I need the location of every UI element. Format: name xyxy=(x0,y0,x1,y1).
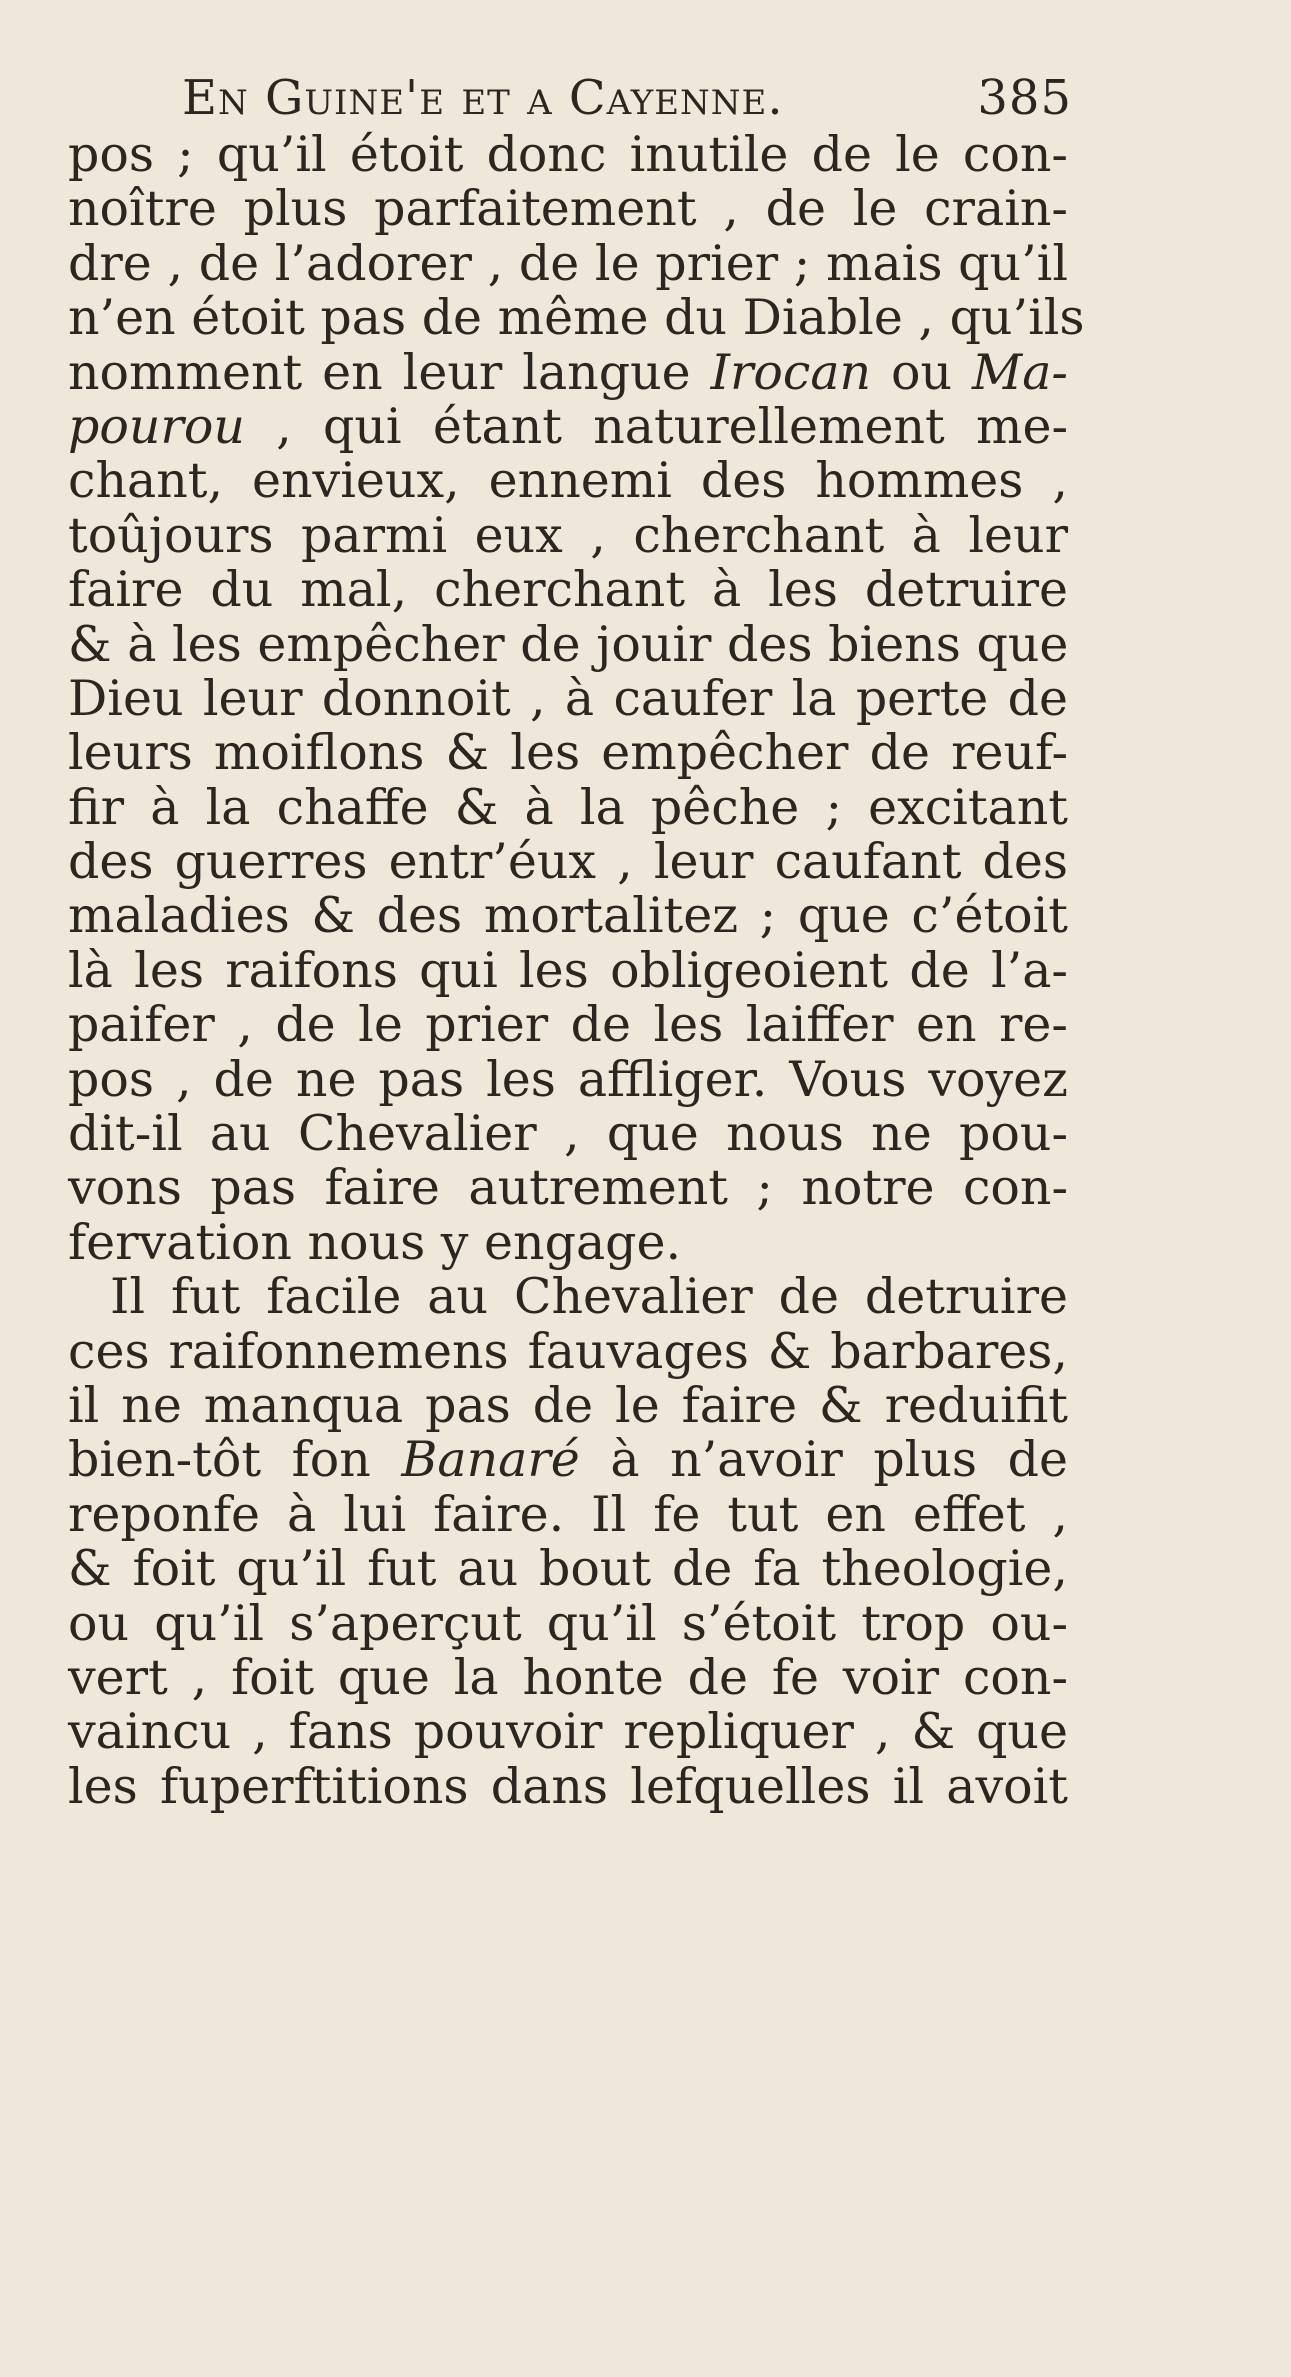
page-header xyxy=(182,70,1072,130)
text-line: vons pas faire autrement ; notre con- xyxy=(68,1159,1068,1217)
text-line: ces raifonnemens fauvages & barbares, xyxy=(68,1322,1068,1380)
text-line: maladies & des mortalitez ; que c’étoit xyxy=(68,887,1068,945)
text-line: il ne manqua pas de le faire & reduifit xyxy=(68,1376,1068,1434)
text-line: vaincu , fans pouvoir repliquer , & que xyxy=(68,1703,1068,1761)
text-line: reponfe à lui faire. Il fe tut en effet , xyxy=(68,1485,1068,1543)
text-line: toûjours parmi eux , cherchant à leur xyxy=(68,506,1068,564)
body-text xyxy=(68,126,1085,1815)
text-line: des guerres entr’éux , leur caufant des xyxy=(68,833,1068,891)
text-line: fervation nous y engage. xyxy=(68,1213,682,1271)
text-line: pos ; qu’il étoit donc inutile de le con- xyxy=(68,126,1068,183)
page-number: 385 xyxy=(977,70,1072,126)
italic-term: Banaré xyxy=(401,1431,580,1489)
text-line: leurs moiflons & les empêcher de reuf- xyxy=(68,724,1068,782)
text-line: les fuperftitions dans lefquelles il avoit xyxy=(68,1757,1068,1815)
text-line: vert , foit que la honte de fe voir con- xyxy=(68,1648,1068,1706)
italic-term: pourou xyxy=(68,397,245,455)
text-line: noître plus parfaitement , de le crain- xyxy=(68,180,1068,238)
text-line: dre , de l’adorer , de le prier ; mais qu’il xyxy=(68,234,1068,292)
text-line: nomment en leur langue Irocan ou Ma- xyxy=(68,343,1068,401)
text-line: & foit qu’il fut au bout de fa theologie, xyxy=(68,1540,1068,1598)
italic-term: Irocan xyxy=(710,343,872,401)
text-line: n’en étoit pas de même du Diable , qu’ils xyxy=(68,289,1085,347)
text-line: là les raifons qui les obligeoient de l’a- xyxy=(68,941,1068,999)
text-line: pos , de ne pas les affliger. Vous voyez xyxy=(68,1050,1068,1108)
text-line: Il fut facile au Chevalier de detruire xyxy=(110,1268,1068,1326)
text-line: dit-il au Chevalier , que nous ne pou- xyxy=(68,1105,1068,1163)
text-line: bien-tôt fon Banaré à n’avoir plus de xyxy=(68,1431,1068,1489)
text-line: fir à la chaffe & à la pêche ; excitant xyxy=(68,778,1068,836)
text-line: chant, envieux, ennemi des hommes , xyxy=(68,452,1068,510)
text-line: & à les empêcher de jouir des biens que xyxy=(68,615,1069,673)
italic-term: Ma- xyxy=(972,343,1068,401)
text-line: pourou , qui étant naturellement me- xyxy=(68,397,1068,455)
text-line: paifer , de le prier de les laiffer en re- xyxy=(68,996,1068,1054)
running-title: En Guine'e et a Cayenne. xyxy=(182,70,784,126)
text-line: Dieu leur donnoit , à caufer la perte de xyxy=(68,669,1068,727)
text-line: ou qu’il s’aperçut qu’il s’étoit trop ou- xyxy=(68,1594,1068,1652)
text-line: faire du mal, cherchant à les detruire xyxy=(68,561,1068,619)
